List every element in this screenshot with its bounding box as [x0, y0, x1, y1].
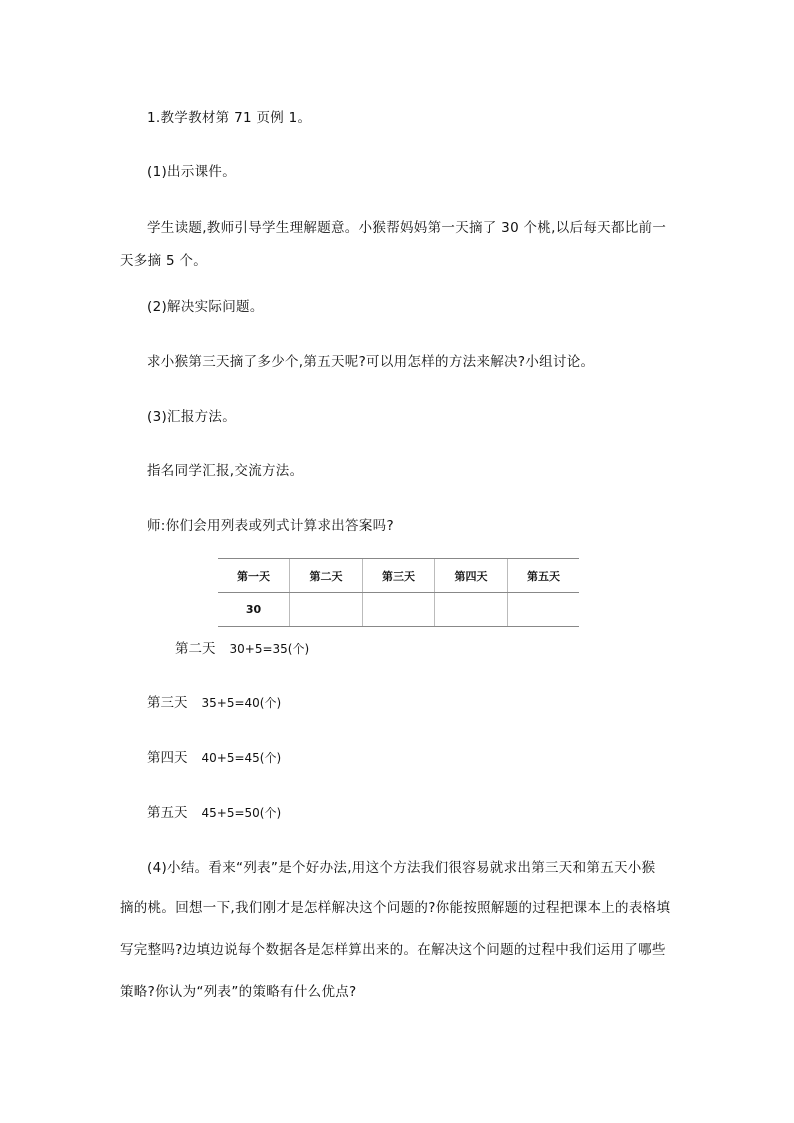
table-cell: [508, 593, 580, 627]
calc-expression: 35+5=40(个): [201, 696, 282, 710]
calc-day: 第五天: [147, 805, 188, 821]
peach-table: [218, 558, 579, 627]
table-row: [218, 593, 579, 627]
heading-line: 1.教学教材第 71 页例 1。: [147, 110, 312, 126]
calc-line: [147, 748, 281, 768]
summary-line: 摘的桃。回想一下,我们刚才是怎样解决这个问题的?你能按照解题的过程把课本上的表格填: [120, 900, 671, 916]
paragraph-line: 学生读题,教师引导学生理解题意。小猴帮妈妈第一天摘了 30 个桃,以后每天都比前一: [147, 220, 667, 236]
paragraph-line: 天多摘 5 个。: [120, 253, 208, 269]
table-header-cell: 第五天: [508, 559, 580, 593]
summary-line: (4)小结。看来“列表”是个好办法,用这个方法我们很容易就求出第三天和第五天小猴: [147, 860, 656, 876]
table-cell: [435, 593, 508, 627]
calc-day: 第二天: [175, 641, 216, 657]
calc-expression: 40+5=45(个): [201, 751, 282, 765]
step-1-label: (1)出示课件。: [147, 164, 237, 180]
calc-expression: 30+5=35(个): [229, 642, 310, 656]
paragraph-line: 师:你们会用列表或列式计算求出答案吗?: [147, 518, 394, 534]
table-cell: 30: [218, 593, 290, 627]
paragraph-line: 求小猴第三天摘了多少个,第五天呢?可以用怎样的方法来解决?小组讨论。: [147, 354, 595, 370]
calc-line: [175, 639, 309, 659]
table-header-cell: 第三天: [363, 559, 435, 593]
table-header-cell: 第二天: [290, 559, 363, 593]
calc-expression: 45+5=50(个): [201, 806, 282, 820]
table-cell: [363, 593, 435, 627]
table-header-cell: 第四天: [435, 559, 508, 593]
step-2-label: (2)解决实际问题。: [147, 299, 264, 315]
summary-line: 策略?你认为“列表”的策略有什么优点?: [120, 984, 357, 1000]
calc-day: 第四天: [147, 750, 188, 766]
table-cell: [290, 593, 363, 627]
calc-line: [147, 803, 281, 823]
paragraph-line: 指名同学汇报,交流方法。: [147, 463, 304, 479]
summary-line: 写完整吗?边填边说每个数据各是怎样算出来的。在解决这个问题的过程中我们运用了哪些: [120, 942, 666, 958]
calc-line: [147, 693, 281, 713]
step-3-label: (3)汇报方法。: [147, 409, 237, 425]
table-header-row: [218, 559, 579, 593]
calc-day: 第三天: [147, 695, 188, 711]
table-header-cell: 第一天: [218, 559, 290, 593]
